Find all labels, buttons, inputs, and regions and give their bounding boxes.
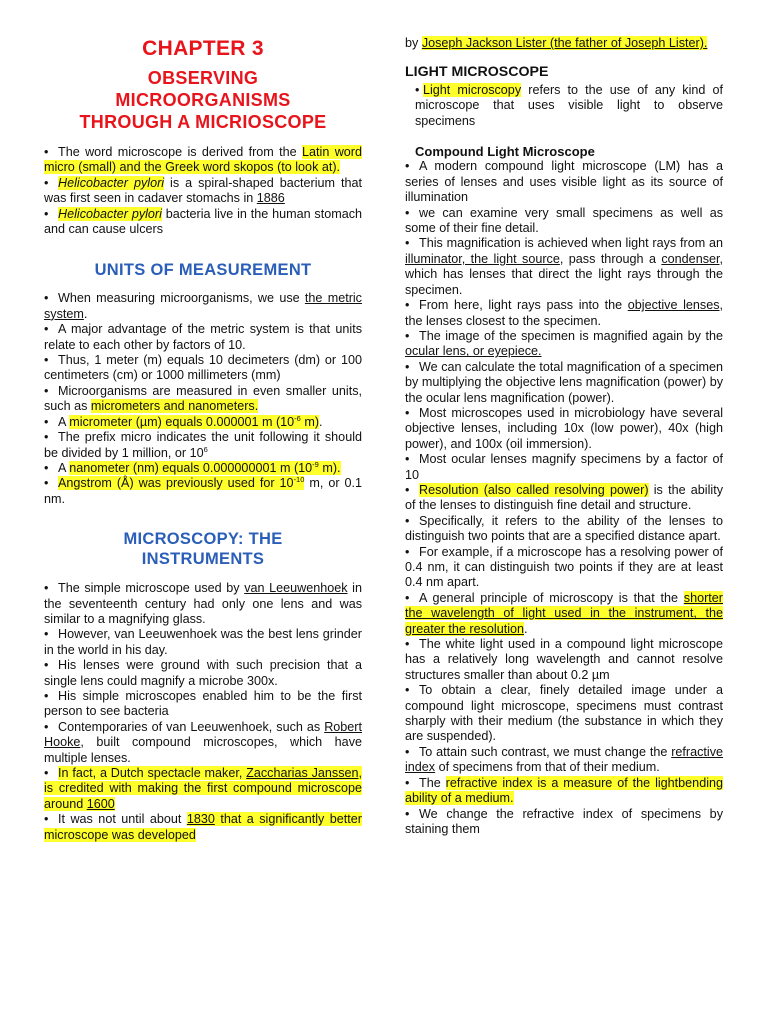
list-item: •Light microscopy refers to the use of any kind of microscope that uses visible light to observe specimens: [405, 83, 723, 129]
bullet-icon: [44, 766, 58, 781]
chapter-heading: CHAPTER 3: [142, 37, 264, 60]
compound-microscope-heading: Compound Light Microscope: [415, 144, 595, 160]
bullet-icon: [44, 689, 58, 704]
compound-section: [405, 159, 723, 837]
list-item: •Helicobacter pylori is a spiral-shaped bacterium that was first seen in cadaver stomachs in 1886: [44, 176, 362, 207]
bullet-icon: [405, 776, 419, 791]
bullet-icon: [405, 591, 419, 606]
bullet-icon: [44, 627, 58, 642]
bullet-icon: [44, 415, 58, 430]
list-item: •When measuring microorganisms, we use the metric system.: [44, 291, 362, 322]
bullet-icon: [44, 430, 58, 445]
bullet-icon: [405, 683, 419, 698]
continued-text: by Joseph Jackson Lister (the father of Joseph Lister).: [405, 36, 708, 50]
bullet-icon: [405, 360, 419, 375]
list-item: •To obtain a clear, finely detailed image under a compound light microscope, specimens must contrast sharply with their medium (the substance in which they are suspended).: [405, 683, 723, 745]
bullet-icon: [44, 322, 58, 337]
bullet-icon: [405, 236, 419, 251]
list-item: •We can calculate the total magnification of a specimen by multiplying the objective lens magnification (power) by the ocular lens magnification (power).: [405, 360, 723, 406]
bullet-icon: [44, 176, 58, 191]
bullet-icon: [405, 406, 419, 421]
bullet-icon: [405, 298, 419, 313]
bullet-icon: [405, 807, 419, 822]
list-item: •Specifically, it refers to the ability of the lenses to distinguish two points that are a specified distance apart.: [405, 514, 723, 545]
bullet-icon: [44, 291, 58, 306]
bullet-icon: [405, 483, 419, 498]
list-item: •Resolution (also called resolving power) is the ability of the lenses to distinguish fine detail and structure.: [405, 483, 723, 514]
left-column: [44, 0, 362, 843]
list-item: •Helicobacter pylori bacteria live in the human stomach and can cause ulcers: [44, 207, 362, 238]
instruments-heading: MICROSCOPY: THE INSTRUMENTS: [123, 530, 283, 569]
list-item: •The simple microscope used by van Leeuwenhoek in the seventeenth century had only one lens and was similar to a magnifying glass.: [44, 581, 362, 627]
bullet-icon: [405, 329, 419, 344]
chapter-title-line: THROUGH A MICRIOSCOPE: [79, 112, 327, 132]
list-item: •We change the refractive index of specimens by staining them: [405, 807, 723, 838]
list-item: •Angstrom (Å) was previously used for $10^{-10}$ m, or 0.1 nm.: [44, 476, 362, 507]
chapter-title-line: MICROORGANISMS: [115, 90, 291, 110]
bullet-icon: [415, 83, 423, 98]
list-item: •A general principle of microscopy is that the shorter the wavelength of light used in the instrument, the greater the resolution.: [405, 591, 723, 637]
chapter-title-line: OBSERVING: [147, 68, 259, 88]
bullet-icon: [44, 581, 58, 596]
bullet-icon: [405, 637, 419, 652]
bullet-icon: [405, 545, 419, 560]
list-item: •It was not until about 1830 that a significantly better microscope was developed: [44, 812, 362, 843]
bullet-icon: [44, 461, 58, 476]
list-item: •This magnification is achieved when light rays from an illuminator, the light source, pass through a condenser, which has lenses that direct the light rays through the specimen.: [405, 236, 723, 298]
list-item: •A modern compound light microscope (LM) has a series of lenses and uses visible light as its source of illumination: [405, 159, 723, 205]
bullet-icon: [44, 476, 58, 491]
bullet-icon: [44, 384, 58, 399]
list-item: •The image of the specimen is magnified again by the ocular lens, or eyepiece.: [405, 329, 723, 360]
light-microscope-heading: LIGHT MICROSCOPE: [405, 64, 549, 81]
list-item: •A major advantage of the metric system is that units relate to each other by factors of 10.: [44, 322, 362, 353]
list-item: •Contemporaries of van Leeuwenhoek, such as Robert Hooke, built compound microscopes, which have multiple lenses.: [44, 720, 362, 766]
list-item: •His simple microscopes enabled him to be the first person to see bacteria: [44, 689, 362, 720]
bullet-icon: [44, 145, 58, 160]
bullet-icon: [44, 812, 58, 827]
chapter-title: [44, 67, 362, 133]
list-item: •we can examine very small specimens as well as some of their fine detail.: [405, 206, 723, 237]
list-item: •From here, light rays pass into the objective lenses, the lenses closest to the specimen.: [405, 298, 723, 329]
list-item: •In fact, a Dutch spectacle maker, Zaccharias Janssen, is credited with making the first compound microscope around 1600: [44, 766, 362, 812]
list-item: •However, van Leeuwenhoek was the best lens grinder in the world in his day.: [44, 627, 362, 658]
list-item: •Thus, 1 meter (m) equals 10 decimeters (dm) or 100 centimeters (cm) or 1000 millimeters (mm): [44, 353, 362, 384]
bullet-icon: [405, 514, 419, 529]
bullet-icon: [44, 353, 58, 368]
bullet-icon: [405, 452, 419, 467]
list-item: •A micrometer (µm) equals 0.000001 m ($10^{-6}$ m).: [44, 415, 362, 430]
list-item: •For example, if a microscope has a resolving power of 0.4 nm, it can distinguish two points if they are at least 0.4 nm apart.: [405, 545, 723, 591]
bullet-icon: [44, 207, 58, 222]
list-item: •Microorganisms are measured in even smaller units, such as micrometers and nanometers.: [44, 384, 362, 415]
list-item: •Most ocular lenses magnify specimens by a factor of 10: [405, 452, 723, 483]
list-item: •To attain such contrast, we must change the refractive index of specimens from that of their medium.: [405, 745, 723, 776]
bullet-icon: [405, 159, 419, 174]
list-item: •The word microscope is derived from the Latin word micro (small) and the Greek word skopos (to look at).: [44, 145, 362, 176]
intro-section: [44, 145, 362, 237]
bullet-icon: [44, 720, 58, 735]
units-heading: UNITS OF MEASUREMENT: [94, 261, 312, 280]
list-item: •The prefix micro indicates the unit following it should be divided by 1 million, or $10^6$: [44, 430, 362, 461]
list-item: •The refractive index is a measure of the lightbending ability of a medium.: [405, 776, 723, 807]
bullet-icon: [44, 658, 58, 673]
right-column: [405, 0, 723, 837]
list-item: •His lenses were ground with such precision that a single lens could magnify a microbe 300x.: [44, 658, 362, 689]
bullet-icon: [405, 745, 419, 760]
list-item: •The white light used in a compound light microscope has a relatively long wavelength and cannot resolve structures smaller than about 0.2 µm: [405, 637, 723, 683]
bullet-icon: [405, 206, 419, 221]
list-item: •Most microscopes used in microbiology have several objective lenses, including 10x (low power), 40x (high power), and 100x (oil immersion).: [405, 406, 723, 452]
list-item: •A nanometer (nm) equals 0.000000001 m ($10^{-9}$ m).: [44, 461, 362, 476]
instruments-section: [44, 581, 362, 843]
units-section: [44, 291, 362, 507]
